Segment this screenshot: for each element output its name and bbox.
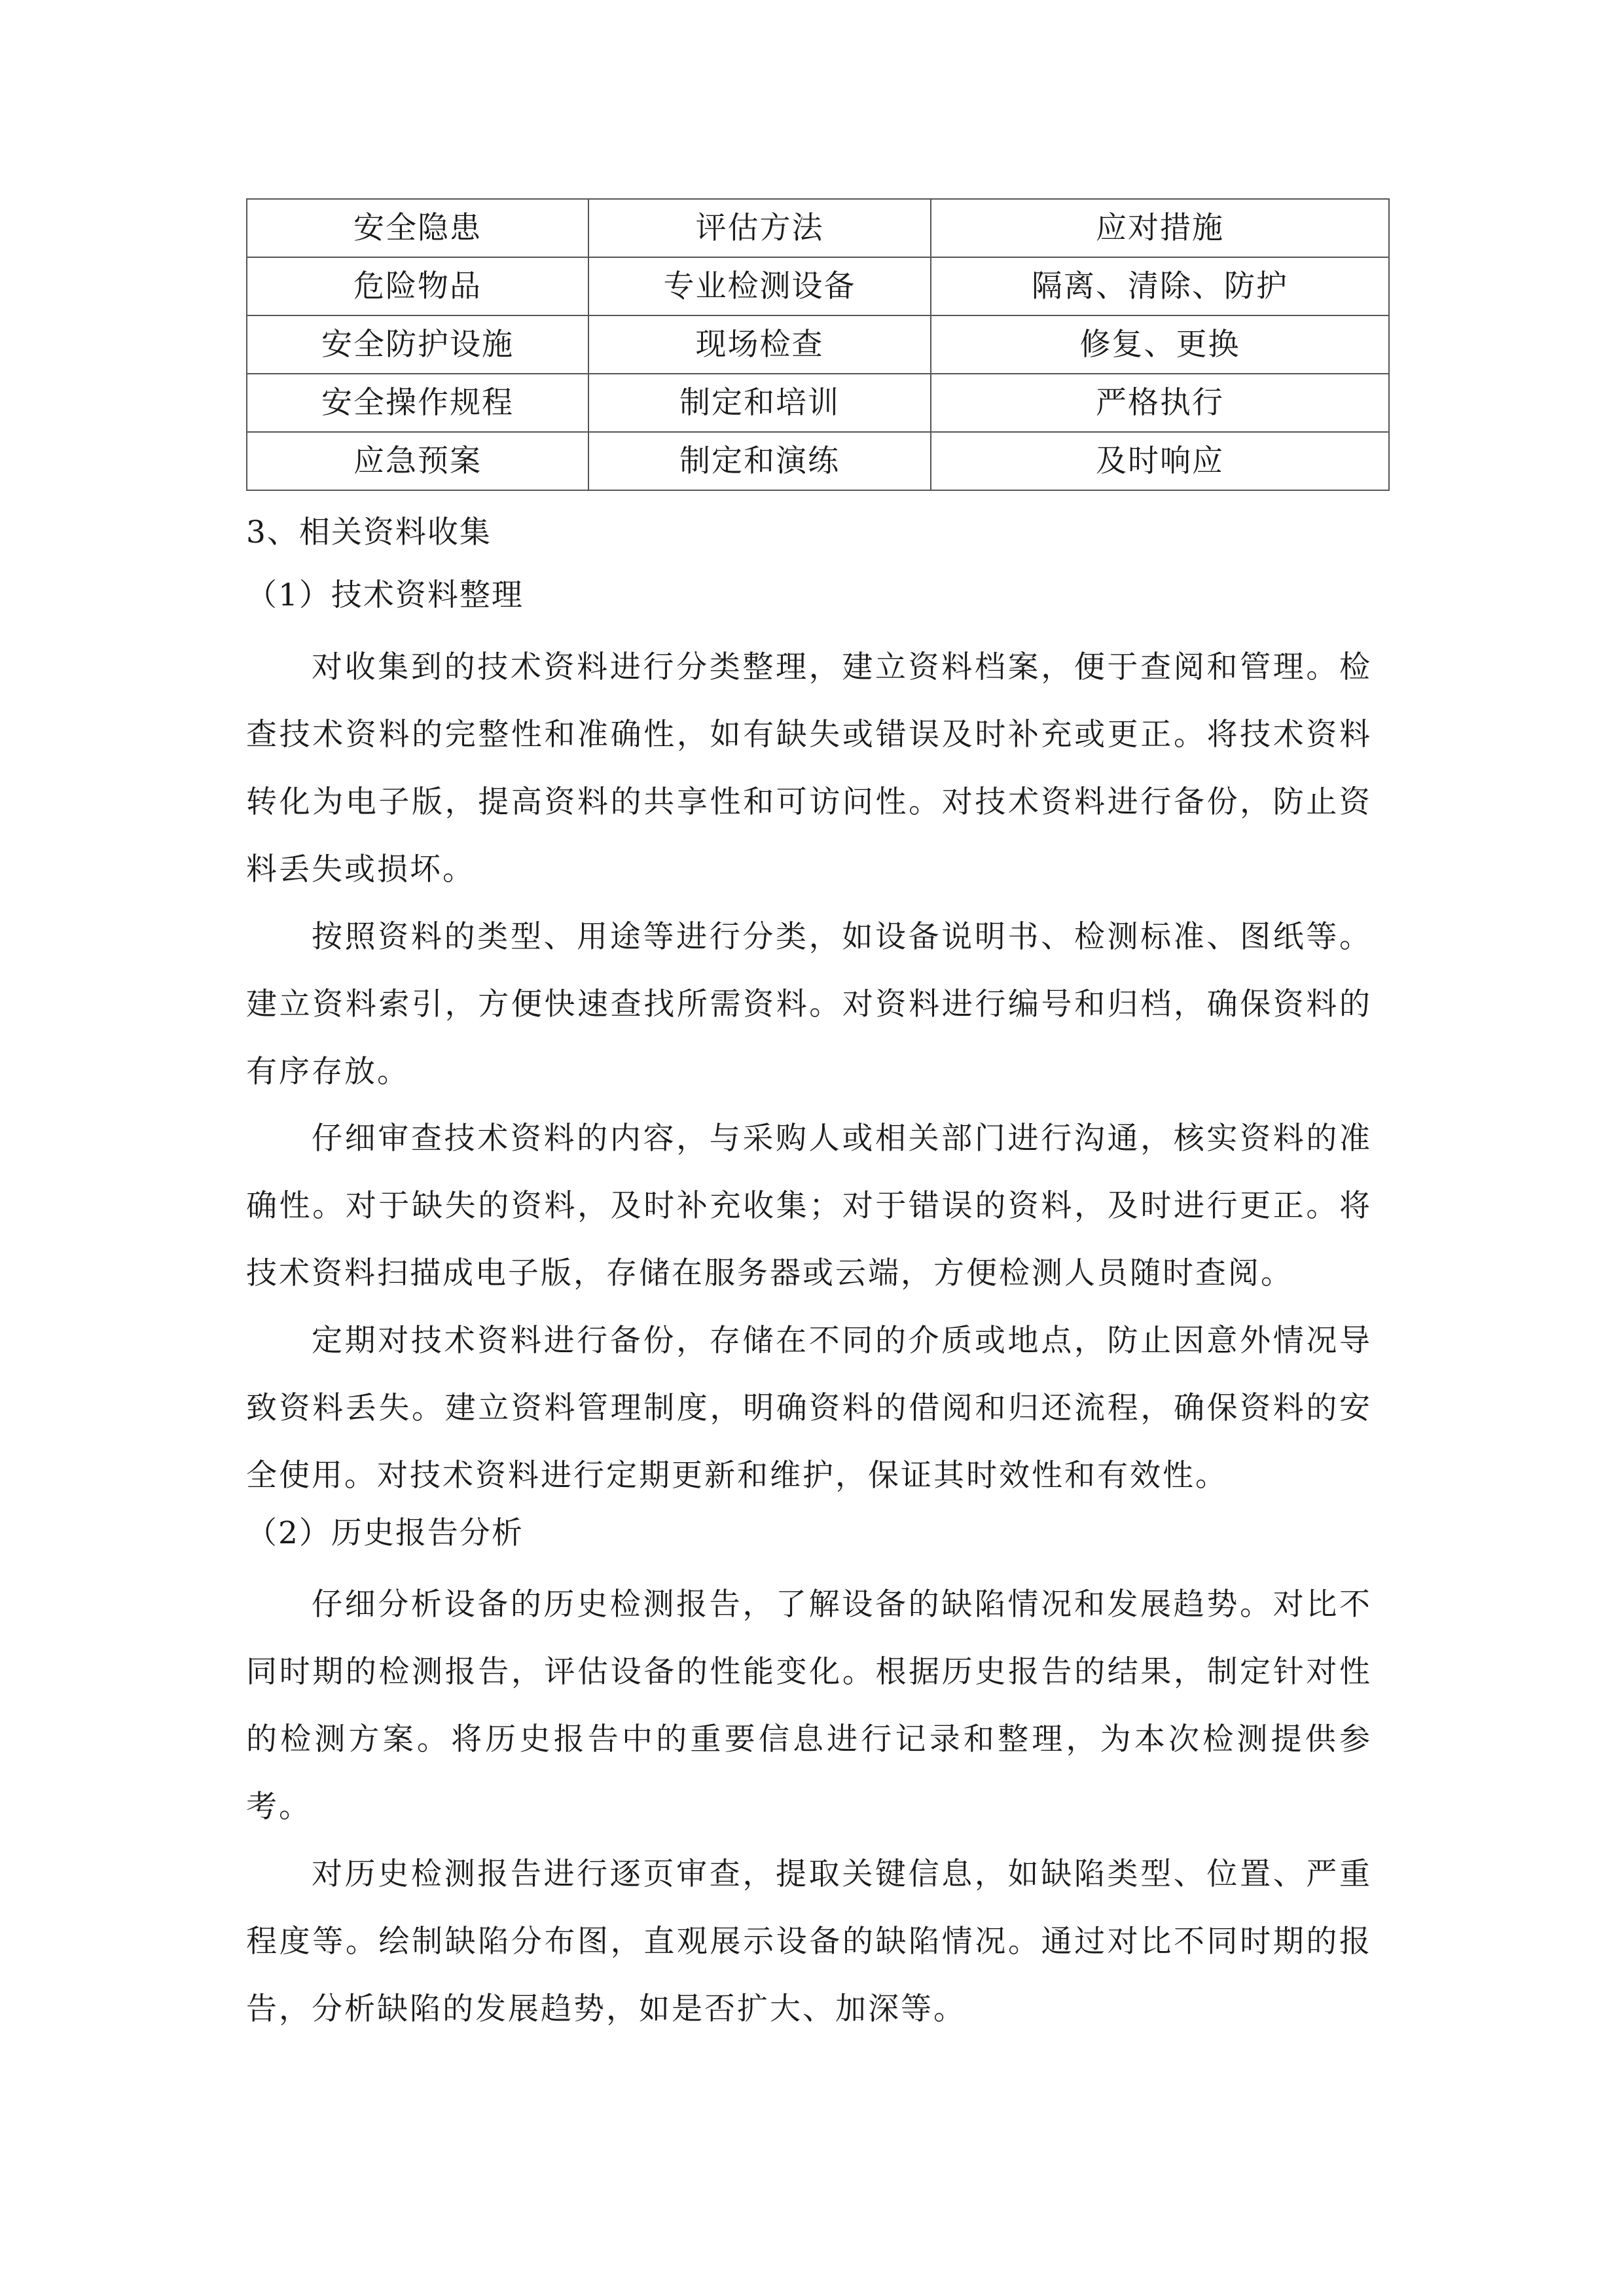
table-header-cell: 评估方法 xyxy=(588,199,931,257)
table-cell: 制定和演练 xyxy=(588,432,931,490)
table-cell: 及时响应 xyxy=(931,432,1389,490)
table-cell: 隔离、清除、防护 xyxy=(931,257,1389,315)
table-row xyxy=(247,257,1389,315)
paragraph: 按照资料的类型、用途等进行分类，如设备说明书、检测标准、图纸等。建立资料索引，方便快速查找所需资料。对资料进行编号和归档，确保资料的有序存放。 xyxy=(246,919,1372,1090)
paragraph: 仔细审查技术资料的内容，与采购人或相关部门进行沟通，核实资料的准确性。对于缺失的资料，及时补充收集；对于错误的资料，及时进行更正。将技术资料扫描成电子版，存储在服务器或云端，方便检测人员随时查阅。 xyxy=(246,1121,1372,1291)
table-cell: 应急预案 xyxy=(247,432,588,490)
safety-risk-table xyxy=(246,198,1390,491)
paragraph: 仔细分析设备的历史检测报告，了解设备的缺陷情况和发展趋势。对比不同时期的检测报告，评估设备的性能变化。根据历史报告的结果，制定针对性的检测方案。将历史报告中的重要信息进行记录和整理，为本次检测提供参考。 xyxy=(246,1587,1372,1825)
table-cell: 专业检测设备 xyxy=(588,257,931,315)
table-cell: 修复、更换 xyxy=(931,315,1389,374)
table-row xyxy=(247,374,1389,432)
section-heading: 3、相关资料收集 xyxy=(246,514,492,550)
table-header-cell: 安全隐患 xyxy=(247,199,588,257)
subsection-heading: （1）技术资料整理 xyxy=(246,577,524,613)
table-row xyxy=(247,432,1389,490)
table-cell: 危险物品 xyxy=(247,257,588,315)
table-cell: 严格执行 xyxy=(931,374,1389,432)
table-header-cell: 应对措施 xyxy=(931,199,1389,257)
table-header-row xyxy=(247,199,1389,257)
paragraph: 定期对技术资料进行备份，存储在不同的介质或地点，防止因意外情况导致资料丢失。建立资料管理制度，明确资料的借阅和归还流程，确保资料的安全使用。对技术资料进行定期更新和维护，保证其时效性和有效性。 xyxy=(246,1323,1372,1494)
paragraph: 对历史检测报告进行逐页审查，提取关键信息，如缺陷类型、位置、严重程度等。绘制缺陷分布图，直观展示设备的缺陷情况。通过对比不同时期的报告，分析缺陷的发展趋势，如是否扩大、加深等。 xyxy=(246,1856,1372,2027)
paragraph: 对收集到的技术资料进行分类整理，建立资料档案，便于查阅和管理。检查技术资料的完整性和准确性，如有缺失或错误及时补充或更正。将技术资料转化为电子版，提高资料的共享性和可访问性。对技术资料进行备份，防止资料丢失或损坏。 xyxy=(246,649,1372,888)
table-cell: 现场检查 xyxy=(588,315,931,374)
table-cell: 安全防护设施 xyxy=(247,315,588,374)
subsection-heading: （2）历史报告分析 xyxy=(246,1515,524,1551)
table-cell: 制定和培训 xyxy=(588,374,931,432)
table-cell: 安全操作规程 xyxy=(247,374,588,432)
table-row xyxy=(247,315,1389,374)
